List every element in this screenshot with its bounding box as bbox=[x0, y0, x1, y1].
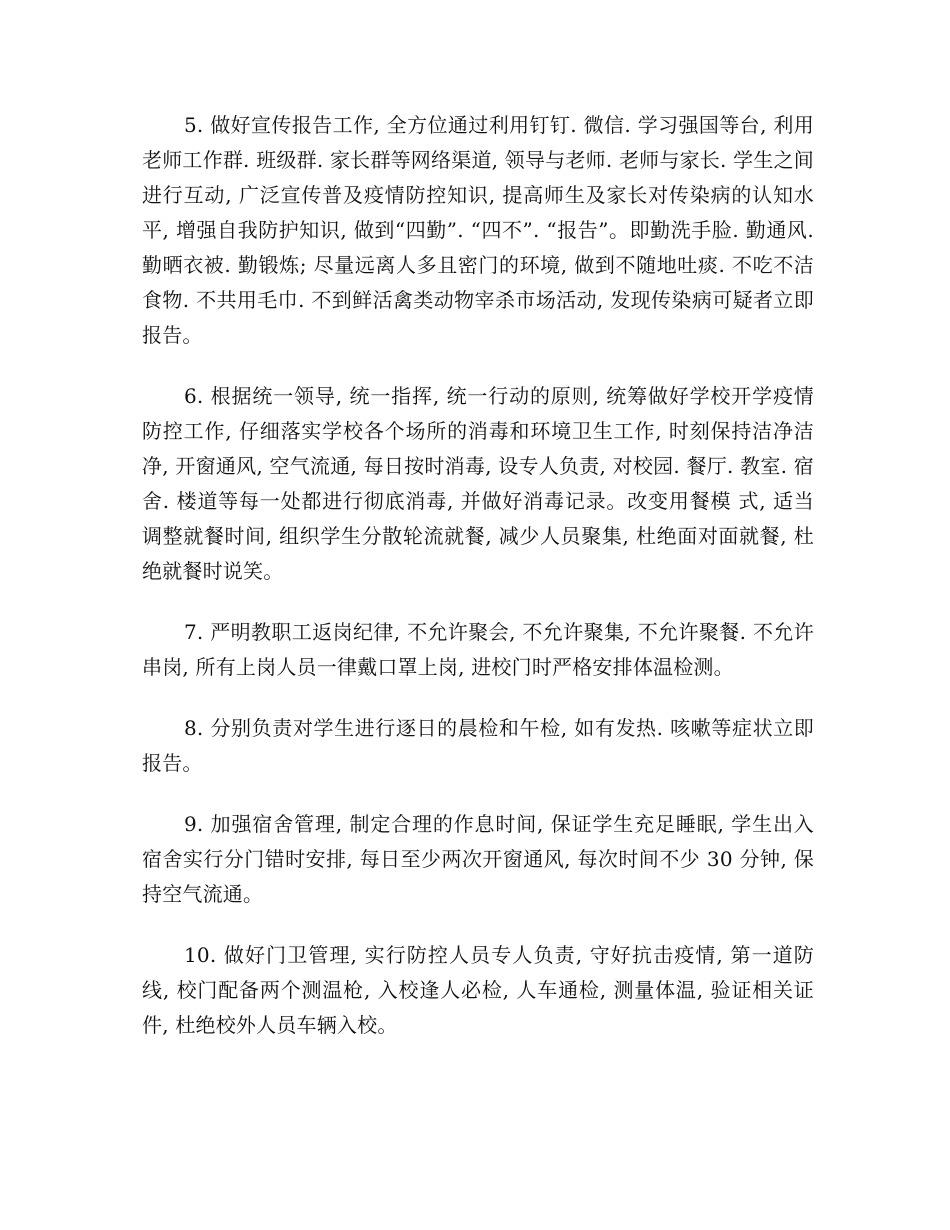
paragraph-9: 9. 加强宿舍管理, 制定合理的作息时间, 保证学生充足睡眠, 学生出入宿舍实行分门错时安排, 每日至少两次开窗通风, 每次时间不少 30 分钟, 保持空气流通。 bbox=[142, 812, 814, 906]
paragraph-8: 8. 分别负责对学生进行逐日的晨检和午检, 如有发热. 咳嗽等症状立即报告。 bbox=[142, 716, 814, 775]
paragraph-5: 5. 做好宣传报告工作, 全方位通过利用钉钉. 微信. 学习强国等台, 利用老师工作群. 班级群. 家长群等网络渠道, 领导与老师. 老师与家长. 学生之间进行互动, 广泛宣传普及疫情防控知识, 提高师生及家长对传染病的认知水平, 增强自我防护知识, 做到“四勤”. “四不”. “报告”。即勤洗手脸. 勤通风. 勤晒衣被. 勤锻炼; 尽量远离人多且密门的环境, 做到不随地吐痰. 不吃不洁食物. 不共用毛巾. 不到鲜活禽类动物宰杀市场活动, 发现传染病可疑者立即报告。 bbox=[142, 113, 814, 347]
paragraph-7: 7. 严明教职工返岗纪律, 不允许聚会, 不允许聚集, 不允许聚餐. 不允许串岗, 所有上岗人员一律戴口罩上岗, 进校门时严格安排体温检测。 bbox=[142, 620, 814, 679]
paragraph-10: 10. 做好门卫管理, 实行防控人员专人负责, 守好抗击疫情, 第一道防线, 校门配备两个测温枪, 入校逢人必检, 人车通检, 测量体温, 验证相关证件, 杜绝校外人员车辆入校。 bbox=[142, 943, 814, 1037]
paragraph-6: 6. 根据统一领导, 统一指挥, 统一行动的原则, 统筹做好学校开学疫情防控工作, 仔细落实学校各个场所的消毒和环境卫生工作, 时刻保持洁净洁净, 开窗通风, 空气流通, 每日按时消毒, 设专人负责, 对校园. 餐厅. 教室. 宿舍. 楼道等每一处都进行彻底消毒, 并做好消毒记录。改变用餐模 式, 适当调整就餐时间, 组织学生分散轮流就餐, 减少人员聚集, 杜绝面对面就餐, 杜绝就餐时说笑。 bbox=[142, 384, 814, 583]
document-body bbox=[142, 108, 814, 1069]
